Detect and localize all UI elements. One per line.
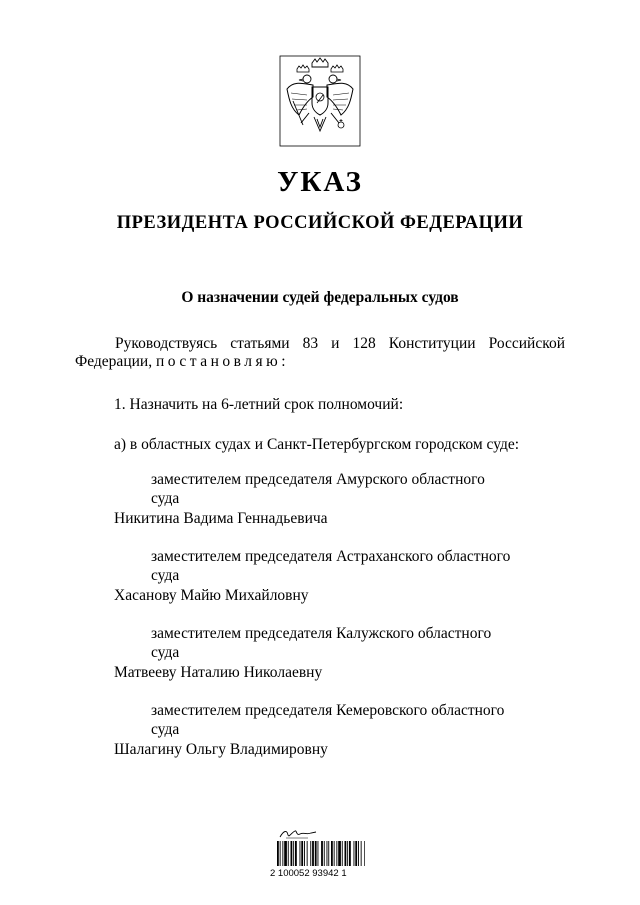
barcode-bar: [318, 841, 319, 866]
barcode-bar: [307, 841, 308, 866]
appointment-position-cont: суда: [151, 721, 180, 738]
barcode-bar: [354, 841, 355, 866]
barcode-bar: [347, 841, 348, 866]
barcode-bar: [364, 841, 365, 866]
appointee-name: Матвееву Наталию Николаевну: [114, 664, 323, 681]
barcode-bar: [300, 841, 301, 866]
barcode-bar: [328, 841, 329, 866]
barcode-icon: [277, 841, 365, 866]
preamble-line-2: [75, 353, 289, 371]
barcode-bar: [358, 841, 359, 866]
decree-heading: О назначении судей федеральных судов: [181, 289, 459, 306]
barcode-bar: [310, 841, 311, 866]
barcode-bar: [342, 841, 343, 866]
barcode-bar: [293, 841, 294, 866]
barcode-bar: [301, 841, 303, 866]
appointment-position-cont: суда: [151, 490, 180, 507]
barcode-bar: [312, 841, 314, 866]
barcode-bar: [331, 841, 333, 866]
appointment-position: заместителем председателя Калужского областного: [151, 625, 492, 642]
barcode-bar: [349, 841, 351, 866]
preamble-decree-word: постановляю:: [155, 353, 290, 370]
barcode-bar: [327, 841, 328, 866]
appointee-name: Шалагину Ольгу Владимировну: [114, 741, 328, 758]
subpoint-a: а) в областных судах и Санкт-Петербургском городском суде:: [114, 436, 520, 453]
issuer-title: ПРЕЗИДЕНТА РОССИЙСКОЙ ФЕДЕРАЦИИ: [116, 213, 524, 233]
barcode-number: 2 100052 93942 1: [270, 868, 347, 879]
barcode-bar: [336, 841, 337, 866]
barcode-bar: [291, 841, 293, 866]
barcode-bar: [321, 841, 323, 866]
barcode-bar: [345, 841, 347, 866]
barcode-bar: [324, 841, 325, 866]
appointment-position-cont: суда: [151, 644, 180, 661]
barcode-bar: [277, 841, 279, 866]
barcode-bar: [361, 841, 362, 866]
barcode-bar: [338, 841, 341, 866]
signature-mark-icon: [278, 826, 318, 840]
preamble-line-1: Руководствуясь статьями 83 и 128 Конституции Российской: [115, 335, 565, 352]
barcode-bar: [304, 841, 305, 866]
barcode-bar: [284, 841, 287, 866]
barcode-bar: [280, 841, 281, 866]
barcode-bar: [282, 841, 283, 866]
appointee-name: Хасанову Майю Михайловну: [114, 587, 309, 604]
point-1: 1. Назначить на 6-летний срок полномочий:: [114, 396, 404, 413]
appointment-position-cont: суда: [151, 567, 180, 584]
barcode-bar: [295, 841, 297, 866]
barcode-bar: [315, 841, 317, 866]
barcode-bar: [288, 841, 289, 866]
barcode-bar: [334, 841, 335, 866]
russian-coat-of-arms-icon: [279, 55, 361, 147]
appointment-position: заместителем председателя Астраханского областного: [151, 548, 511, 565]
appointment-position: заместителем председателя Амурского областного: [151, 471, 485, 488]
barcode-bar: [355, 841, 357, 866]
appointee-name: Никитина Вадима Геннадьевича: [114, 510, 328, 527]
document-type-title: УКАЗ: [277, 166, 363, 198]
appointment-position: заместителем председателя Кемеровского областного: [151, 702, 505, 719]
preamble-prefix: Федерации,: [75, 353, 156, 370]
